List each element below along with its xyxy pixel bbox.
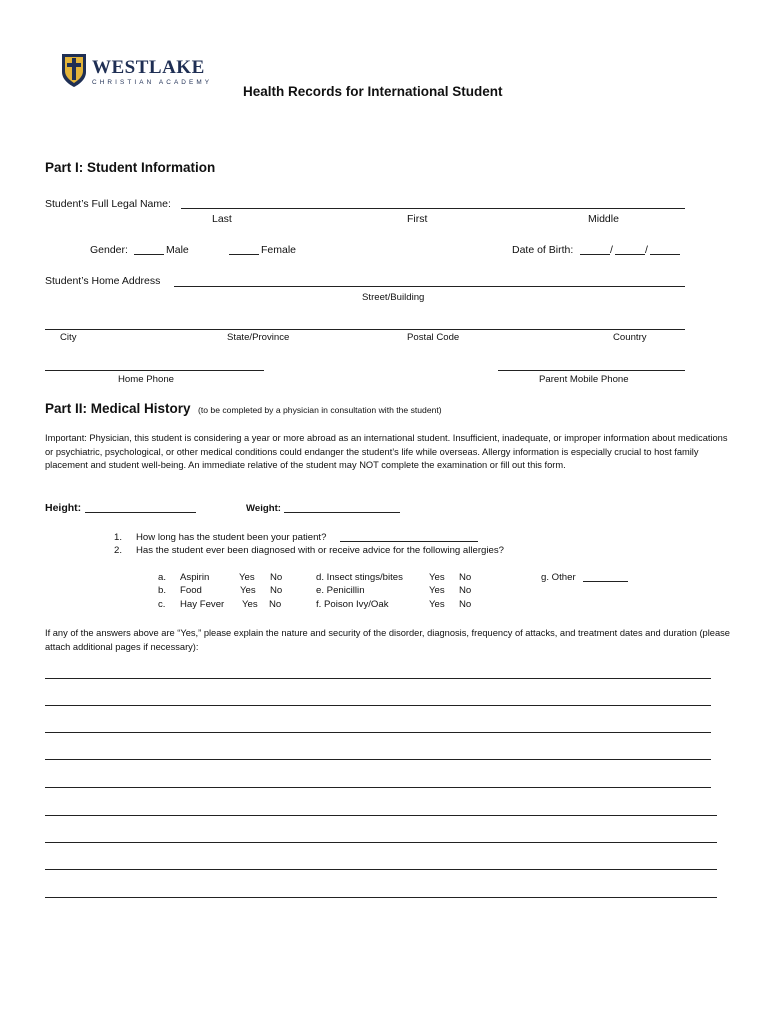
q2-text: Has the student ever been diagnosed with or receive advice for the following allergies? bbox=[136, 545, 504, 556]
first-name-caption: First bbox=[407, 213, 428, 225]
allergy-name: d. Insect stings/bites bbox=[316, 572, 403, 583]
allergy-yes-option[interactable]: Yes bbox=[240, 585, 256, 596]
female-option: Female bbox=[261, 244, 297, 256]
explanation-line[interactable] bbox=[45, 705, 711, 706]
dob-day-field[interactable] bbox=[615, 254, 645, 255]
part2-heading: Part II: Medical History bbox=[45, 401, 191, 416]
other-allergy-field[interactable] bbox=[583, 581, 628, 582]
allergy-letter: b. bbox=[158, 585, 167, 596]
part2-note: (to be completed by a physician in consultation with the student) bbox=[198, 405, 442, 415]
height-field[interactable] bbox=[85, 512, 196, 513]
male-option: Male bbox=[166, 244, 189, 256]
city-caption: City bbox=[60, 332, 77, 343]
explanation-line[interactable] bbox=[45, 732, 711, 733]
allergy-name: e. Penicillin bbox=[316, 585, 365, 596]
school-logo-crest bbox=[60, 52, 88, 93]
important-notice: Important: Physician, this student is considering a year or more abroad as an international student. Insufficient, inadequate, or improper information about medications or psychiatric, psychological, or other medical conditions could endanger the student’s life while overseas. Allergy information is especially crucial to host family placement and student well-being. An immediate relative of the student may NOT complete the examination or fill out this form. bbox=[45, 433, 728, 471]
country-caption: Country bbox=[613, 332, 647, 343]
home-address-label: Student’s Home Address bbox=[45, 275, 161, 287]
weight-field[interactable] bbox=[284, 512, 400, 513]
allergy-no-option[interactable]: No bbox=[270, 572, 283, 583]
allergy-yes-option[interactable]: Yes bbox=[429, 585, 445, 596]
dob-slash-2: / bbox=[645, 244, 648, 256]
allergy-name: Food bbox=[180, 585, 202, 596]
allergy-letter: a. bbox=[158, 572, 167, 583]
q1-text: How long has the student been your patient? bbox=[136, 532, 327, 543]
allergy-no-option[interactable]: No bbox=[459, 599, 472, 610]
allergy-yes-option[interactable]: Yes bbox=[239, 572, 255, 583]
state-caption: State/Province bbox=[227, 332, 290, 343]
explanation-line[interactable] bbox=[45, 759, 711, 760]
female-blank[interactable] bbox=[229, 254, 259, 255]
height-label: Height: bbox=[45, 502, 82, 514]
explanation-line[interactable] bbox=[45, 842, 717, 843]
allergy-no-option[interactable]: No bbox=[270, 585, 283, 596]
logo-wordmark: WESTLAKE bbox=[92, 57, 205, 78]
q2-number: 2. bbox=[114, 545, 123, 556]
street-caption: Street/Building bbox=[362, 292, 425, 303]
q1-number: 1. bbox=[114, 532, 123, 543]
allergy-no-option[interactable]: No bbox=[269, 599, 282, 610]
explanation-line[interactable] bbox=[45, 815, 717, 816]
home-phone-caption: Home Phone bbox=[118, 374, 174, 385]
male-blank[interactable] bbox=[134, 254, 164, 255]
dob-month-field[interactable] bbox=[580, 254, 610, 255]
full-name-field[interactable] bbox=[181, 208, 685, 209]
parent-phone-field[interactable] bbox=[498, 370, 685, 371]
form-title: Health Records for International Student bbox=[243, 84, 503, 99]
city-state-postal-country-field[interactable] bbox=[45, 329, 685, 330]
part1-heading: Part I: Student Information bbox=[45, 160, 216, 175]
middle-name-caption: Middle bbox=[588, 213, 619, 225]
allergy-name: Hay Fever bbox=[180, 599, 225, 610]
other-allergy-label: g. Other bbox=[541, 572, 576, 583]
weight-label: Weight: bbox=[246, 503, 281, 514]
allergy-no-option[interactable]: No bbox=[459, 572, 472, 583]
logo-subtitle: CHRISTIAN ACADEMY bbox=[92, 79, 213, 86]
last-name-caption: Last bbox=[212, 213, 232, 225]
dob-label: Date of Birth: bbox=[512, 244, 574, 256]
explanation-line[interactable] bbox=[45, 678, 711, 679]
allergy-yes-option[interactable]: Yes bbox=[429, 572, 445, 583]
full-name-label: Student’s Full Legal Name: bbox=[45, 198, 171, 210]
home-phone-field[interactable] bbox=[45, 370, 264, 371]
dob-year-field[interactable] bbox=[650, 254, 680, 255]
allergy-yes-option[interactable]: Yes bbox=[242, 599, 258, 610]
dob-slash-1: / bbox=[610, 244, 613, 256]
allergy-name: f. Poison Ivy/Oak bbox=[316, 599, 389, 610]
street-field[interactable] bbox=[174, 286, 685, 287]
allergy-letter: c. bbox=[158, 599, 166, 610]
allergy-no-option[interactable]: No bbox=[459, 585, 472, 596]
allergy-name: Aspirin bbox=[180, 572, 210, 583]
postal-caption: Postal Code bbox=[407, 332, 460, 343]
parent-phone-caption: Parent Mobile Phone bbox=[539, 374, 629, 385]
q1-answer-field[interactable] bbox=[340, 541, 478, 542]
explanation-line[interactable] bbox=[45, 897, 717, 898]
explanation-line[interactable] bbox=[45, 869, 717, 870]
explain-instructions: If any of the answers above are “Yes,” please explain the nature and security of the disorder, diagnosis, frequency of attacks, and treatment dates and duration (please attach additional pages if necessary): bbox=[45, 628, 730, 652]
gender-label: Gender: bbox=[90, 244, 128, 256]
explanation-line[interactable] bbox=[45, 787, 711, 788]
allergy-yes-option[interactable]: Yes bbox=[429, 599, 445, 610]
